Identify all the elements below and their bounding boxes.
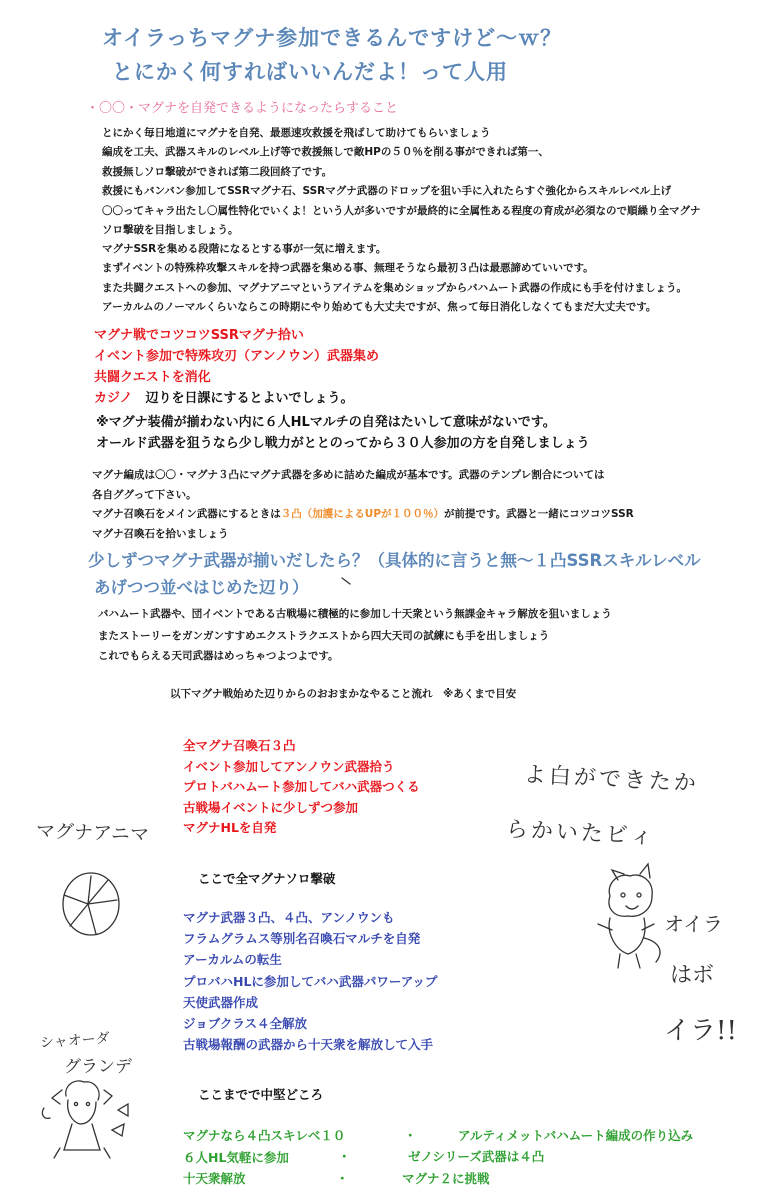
paragraph-text: マグナ召喚石をメイン武器にするときは — [92, 508, 281, 520]
bullet: ・ — [338, 1149, 351, 1164]
flow-item: ゼノシリーズ武器は４凸 — [408, 1149, 545, 1164]
sierokarte-drawing — [42, 1081, 128, 1158]
doodle-label-right2: らかいたビィ — [505, 817, 657, 850]
flow-item: イベント参加してアンノウン武器拾う — [183, 758, 395, 774]
flow-item: プロバハHLに参加してバハ武器パワーアップ — [183, 973, 438, 989]
flow-item: マグナHLを自発 — [183, 820, 277, 836]
doodle-label-oira2: はボ — [670, 963, 715, 988]
flow-item: 古戦場報酬の武器から十天衆を解放して入手 — [183, 1037, 434, 1053]
flow-item: ６人HL気軽に参加 — [183, 1149, 289, 1165]
paragraph-line: マグナ編成は〇〇・マグナ３凸にマグナ武器を多めに詰めた編成が基本です。武器のテンプレ割合については — [92, 469, 605, 481]
flow-item: マグナ２に挑戦 — [402, 1171, 490, 1186]
flow-item: 天使武器作成 — [183, 994, 259, 1010]
flow-item: 全マグナ召喚石３凸 — [183, 738, 296, 753]
page-title-line1: オイラっちマグナ参加できるんですけど～ｗ？ — [102, 26, 563, 50]
doodle-label-oira1: オイラ — [664, 912, 723, 936]
paragraph-line: これでもらえる天司武器はめっちゃつよつよです。 — [98, 650, 339, 662]
daily-task-item: マグナ戦でコツコツSSRマグナ拾い — [94, 328, 304, 343]
paragraph-line: マグナSSRを集める段階になるとする事が一気に増えます。 — [102, 243, 387, 255]
doodle-label-oira3: イラ!! — [664, 1016, 737, 1046]
doodle-label-bottom1: シャオーダ — [39, 1030, 111, 1052]
daily-task-item: 共闘クエストを消化 — [94, 370, 211, 385]
flow-item: 十天衆解放 — [183, 1171, 246, 1186]
casino-text: 辺りを日課にするとよいでしょう。 — [132, 391, 354, 406]
paragraph-line: 救援無しソロ撃破ができれば第二段回終了です。 — [102, 165, 333, 178]
flow-item: アーカルムの転生 — [183, 952, 282, 968]
heading-line: 少しずつマグナ武器が揃いだしたら？（具体的に言うと無～１凸SSRスキルレベル — [88, 551, 701, 570]
milestone-mid-tier: ここまでで中堅どころ — [198, 1087, 324, 1102]
paragraph-line: とにかく毎日地道にマグナを自発、最悪速攻救援を飛ばして助けてもらいましょう — [102, 127, 491, 139]
paragraph-line: 編成を工夫、武器スキルのレベル上げ等で救援無しで敵HPの５０％を削る事ができれば第一、 — [102, 146, 549, 159]
paragraph-line: まずイベントの特殊枠攻撃スキルを持つ武器を集める事、無理そうなら最初３凸は最悪諦めていいです。 — [102, 262, 594, 275]
flow-item: マグナ武器３凸、４凸、アンノウンも — [183, 910, 395, 925]
flow-item: プロトバハムート参加してバハ武器つくる — [183, 779, 420, 795]
doodle-label-anima: マグナアニマ — [35, 820, 150, 846]
milestone-solo-clear: ここで全マグナソロ撃破 — [198, 871, 336, 886]
doodle-label-right1: よ白ができたか — [523, 762, 700, 797]
section-heading-self-host: ・〇〇・マグナを自発できるようになったらすること — [86, 101, 399, 116]
paragraph-line: バハムート武器や、団イベントである古戦場に積極的に参加し十天衆という無課金キャラ解放を狙いましょう — [98, 608, 612, 620]
paragraph-line: アーカルムのノーマルくらいならこの時期にやり始めても大丈夫ですが、焦って毎日消化しなくてもまだ大丈夫です。 — [102, 301, 657, 314]
casino-label: カジノ — [94, 391, 133, 406]
stray-mark — [342, 578, 350, 584]
flow-item: アルティメットバハムート編成の作り込み — [458, 1128, 694, 1143]
magna-anima-drawing — [63, 873, 119, 935]
bullet: ・ — [404, 1128, 417, 1143]
flow-item: ジョブクラス４全解放 — [183, 1016, 308, 1032]
paragraph-line: また共闘クエストへの参加、マグナアニマというアイテムを集めショップからバハムート武器の作成にも手を付けましょう。 — [102, 281, 688, 294]
flow-item: 古戦場イベントに少しずつ参加 — [183, 799, 359, 815]
paragraph-line: ソロ撃破を目指しましょう。 — [102, 224, 239, 237]
flow-heading: 以下マグナ戦始めた辺りからのおおまかなやること流れ ※あくまで目安 — [170, 688, 517, 700]
paragraph-line: マグナ召喚石を拾いましょう — [92, 527, 229, 540]
paragraph-line: 各自ググって下さい。 — [92, 488, 197, 501]
flow-item: マグナなら４凸スキレベ１０ — [183, 1128, 346, 1143]
daily-task-item: イベント参加で特殊攻刃（アンノウン）武器集め — [94, 349, 379, 364]
bullet: ・ — [336, 1171, 349, 1186]
paragraph-text: が前提です。武器と一緒にコツコツSSR — [444, 508, 634, 520]
note-line: ※マグナ装備が揃わない内に６人HLマルチの自発はたいして意味がないです。 — [96, 415, 556, 430]
paragraph-line: 救援にもバンバン参加してSSRマグナ石、SSRマグナ武器のドロップを狙い手に入れたらすぐ強化からスキルレベル上げ — [102, 185, 672, 198]
page-title-line2: とにかく何すればいいんだよ！って人用 — [112, 60, 508, 84]
paragraph-line: 〇〇ってキャラ出たし〇属性特化でいくよ！という人が多いですが最終的に全属性ある程度の育成が必須なので順繰り全マグナ — [102, 204, 701, 217]
paragraph-line: またストーリーをガンガンすすめエクストラクエストから四大天司の試練にも手を出しましょう — [98, 630, 550, 642]
heading-line: あげつつ並べはじめた辺り） — [94, 578, 309, 597]
vyrn-drawing — [598, 864, 660, 968]
highlight-text: ３凸（加護によるUPが１００％） — [280, 508, 445, 520]
doodle-label-bottom2: グランデ — [64, 1057, 132, 1077]
flow-item: フラムグラムス等別名召喚石マルチを自発 — [183, 931, 421, 947]
note-line: オールド武器を狙うなら少し戦力がととのってから３０人参加の方を自発しましょう — [96, 436, 590, 451]
